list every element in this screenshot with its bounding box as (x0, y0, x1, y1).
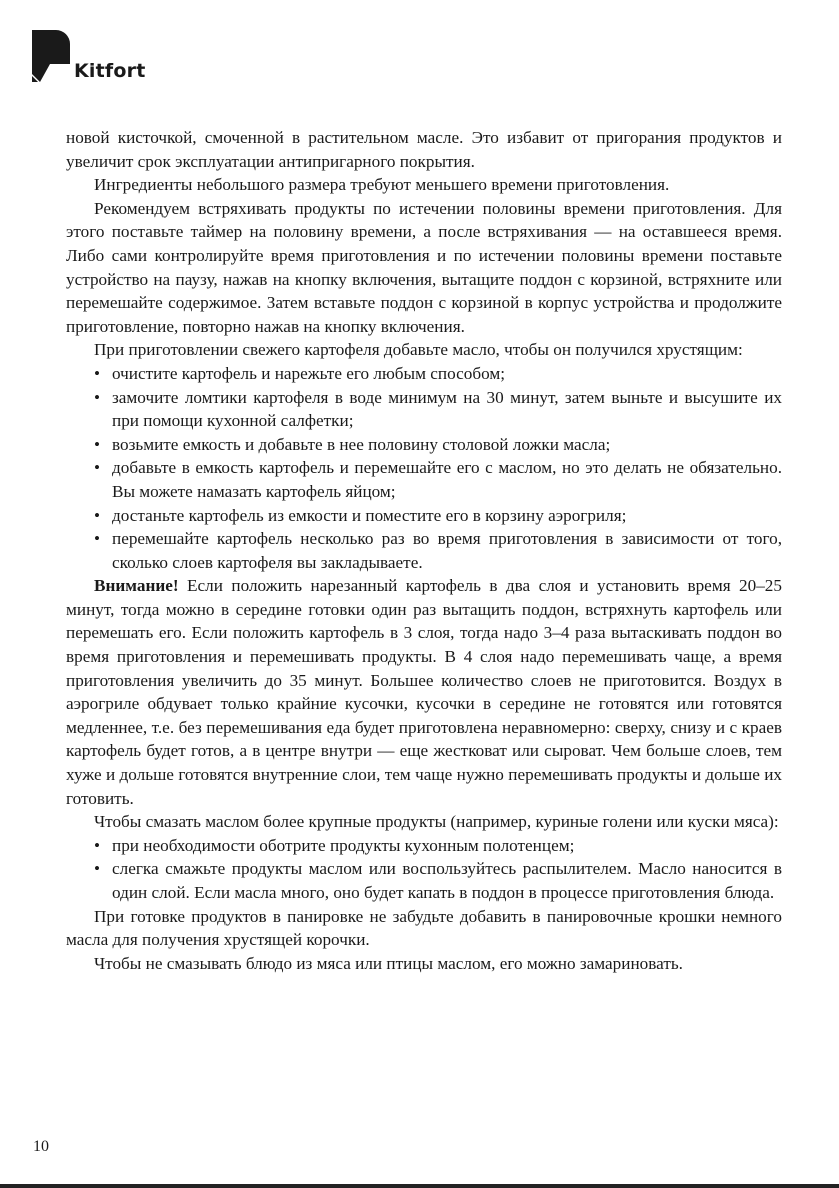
paragraph: Ингредиенты небольшого размера требуют меньшего времени приготовления. (94, 175, 670, 195)
list-item: • добавьте в емкость картофель и перемешайте его с маслом, но это делать не обязательно. Вы можете намазать картофель яйцом; (66, 456, 782, 503)
list-item: • достаньте картофель из емкости и поместите его в корзину аэрогриля; (66, 504, 782, 528)
paragraph: При приготовлении свежего картофеля добавьте масло, чтобы он получился хрустящим: (94, 340, 743, 360)
potato-steps-list (66, 362, 782, 574)
warning-paragraph (66, 574, 782, 810)
list-item: • возьмите емкость и добавьте в нее половину столовой ложки масла; (66, 433, 782, 457)
brand-logo (30, 30, 146, 82)
paragraph: Рекомендуем встряхивать продукты по истечении половины времени приготовления. Для этого поставьте таймер на половину времени, а после встряхивания — на оставшееся время. Либо сами контролируйте время приготовления и по истечении половины времени поставьте устройство на паузу, нажав на кнопку включения, вытащите поддон с корзиной, встряхните или перемешайте содержимое. Затем вставьте поддон с корзиной в корпус устройства и продолжите приготовление, повторно нажав на кнопку включения. (66, 198, 782, 336)
list-item: • очистите картофель и нарежьте его любым способом; (66, 362, 782, 386)
list-item: • слегка смажьте продукты маслом или воспользуйтесь распылителем. Масло наносится в один слой. Если масла много, оно будет капать в поддон в процессе приготовления блюда. (66, 857, 782, 904)
list-item: • замочите ломтики картофеля в воде минимум на 30 минут, затем выньте и высушите их при помощи кухонной салфетки; (66, 386, 782, 433)
list-item: • при необходимости оботрите продукты кухонным полотенцем; (66, 834, 782, 858)
warning-text: Если положить нарезанный картофель в два слоя и установить время 20–25 минут, тогда можно в середине готовки один раз вытащить поддон, встряхнуть картофель или перемешать его. Если положить картофель в 3 слоя, тогда надо 3–4 раза вытаскивать поддон во время приготовления и перемешивать продукты. В 4 слоя надо перемешивать чаще, а время приготовления увеличить до 35 минут. Большее количество слоев не приготовится. Воздух в аэрогриле обдувает только крайние кусочки, кусочки в середине не готовятся или готовятся медленнее, т.е. без перемешивания еда будет приготовлена неравномерно: сверху, снизу и с краев картофель будет готов, а в центре внутри — еще жестковат или сыроват. Чем больше слоев, тем хуже и дольше готовятся внутренние слои, тем чаще нужно перемешивать продукты и дольше их готовить. (66, 576, 782, 808)
page-content (66, 126, 782, 975)
brand-name: Kitfort (74, 60, 146, 82)
paragraph: При готовке продуктов в панировке не забудьте добавить в панировочные крошки немного масла для получения хрустящей корочки. (66, 906, 782, 950)
list-item: • перемешайте картофель несколько раз во время приготовления в зависимости от того, сколько слоев картофеля вы закладываете. (66, 527, 782, 574)
paragraph: Чтобы не смазывать блюдо из мяса или птицы маслом, его можно замариновать. (94, 953, 683, 973)
paragraph: новой кисточкой, смоченной в растительном масле. Это избавит от пригорания продуктов и увеличит срок эксплуатации антипригарного покрытия. (66, 128, 782, 171)
page-number: 10 (33, 1138, 49, 1155)
large-item-steps-list (66, 834, 782, 905)
bottom-rule (0, 1184, 839, 1188)
kitfort-logo-icon (30, 30, 70, 82)
warning-label: Внимание! (94, 576, 179, 596)
paragraph: Чтобы смазать маслом более крупные продукты (например, куриные голени или куски мяса): (94, 812, 779, 832)
